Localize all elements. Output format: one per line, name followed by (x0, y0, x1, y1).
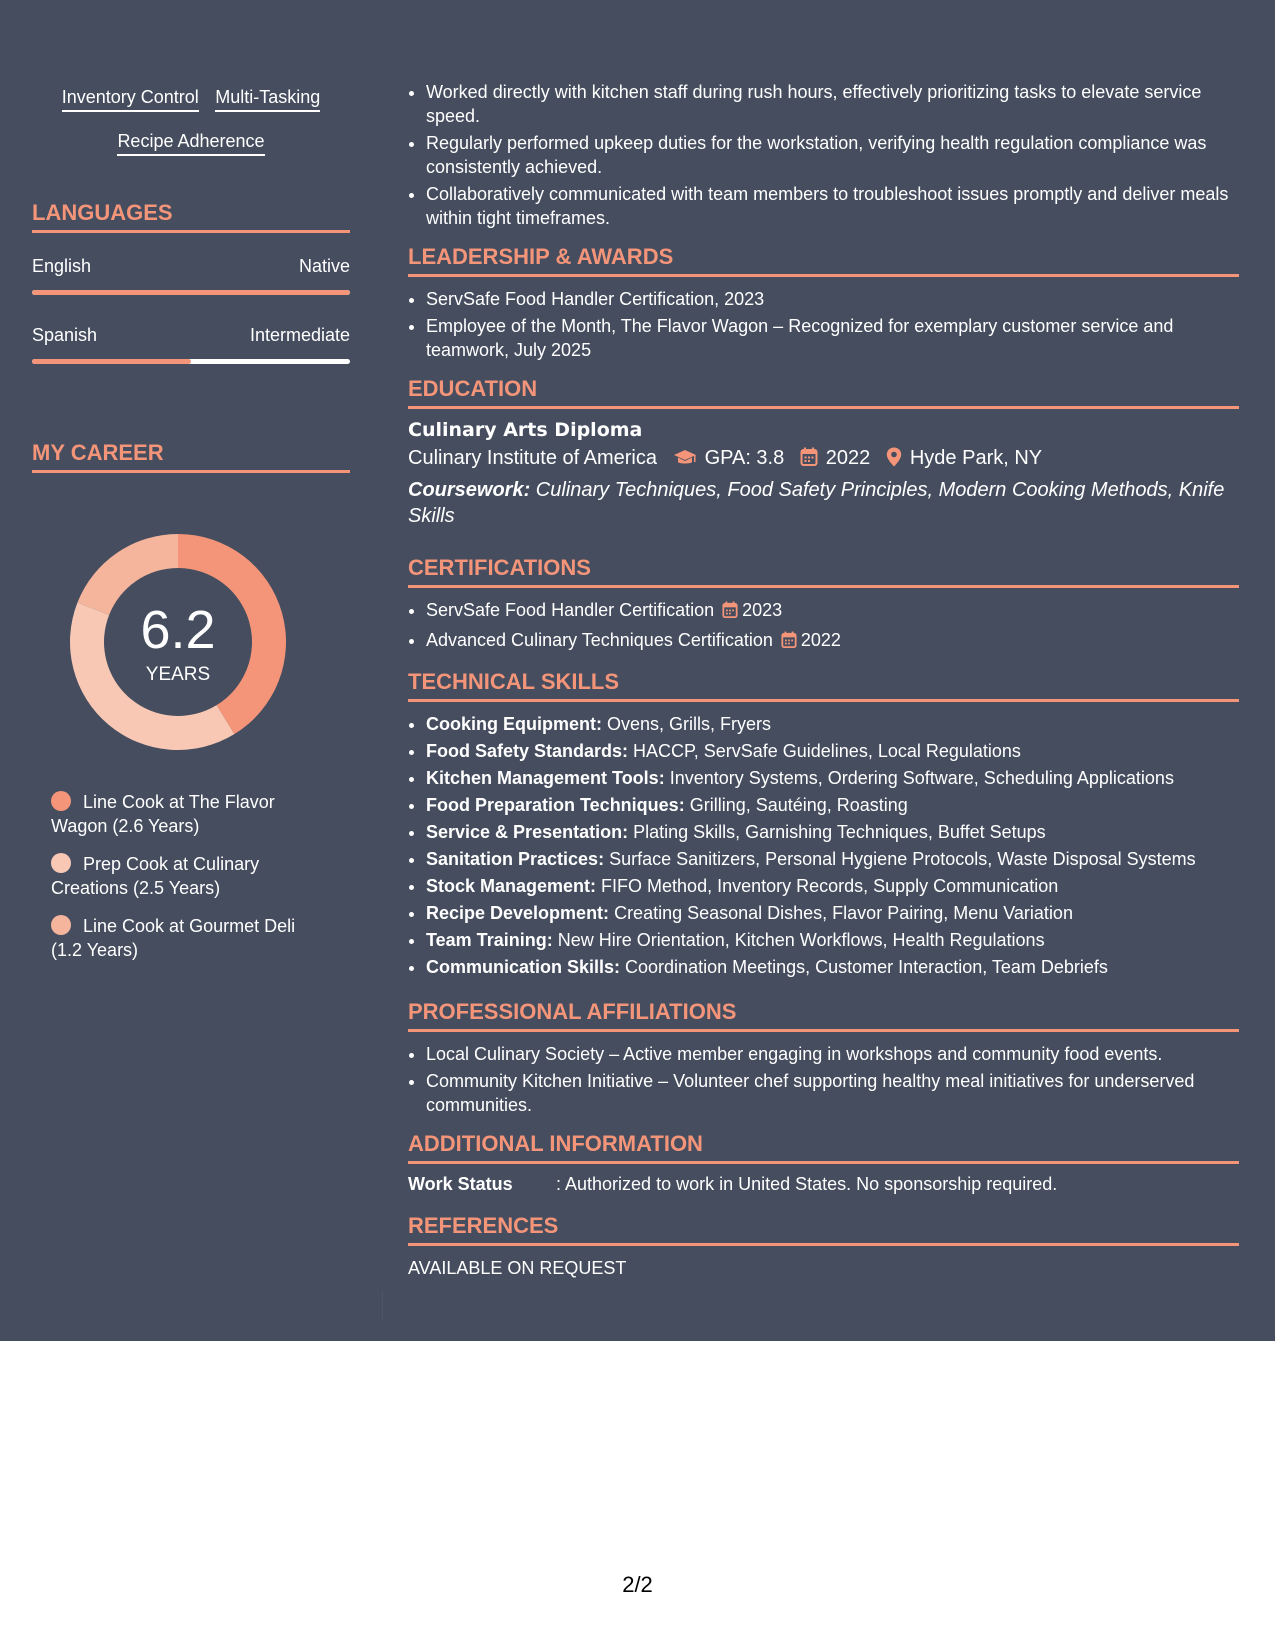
skill-label: Communication Skills: (426, 957, 621, 977)
certification-name: ServSafe Food Handler Certification (426, 600, 715, 620)
skill-value: Ovens, Grills, Fryers (601, 714, 771, 734)
certification-name: Advanced Culinary Techniques Certification (426, 630, 773, 650)
technical-skill-item (426, 766, 1239, 790)
career-legend (51, 790, 331, 976)
technical-skill-item (426, 739, 1239, 763)
skill-value: FIFO Method, Inventory Records, Supply Communication (596, 876, 1059, 896)
skill-label: Food Preparation Techniques: (426, 795, 685, 815)
skill-label: Cooking Equipment: (426, 714, 602, 734)
career-legend-item (51, 790, 331, 838)
skill-label: Kitchen Management Tools: (426, 768, 665, 788)
career-legend-item (51, 914, 331, 962)
experience-bullet: • Worked directly with kitchen staff during rush hours, effectively prioritizing tasks to elevate service speed. (426, 80, 1239, 128)
career-label: Prep Cook at Culinary Creations (2.5 Years) (51, 854, 260, 898)
affiliation-item: • Community Kitchen Initiative – Volunteer chef supporting healthy meal initiatives for underserved communities. (426, 1069, 1239, 1117)
skill-value: Grilling, Sautéing, Roasting (684, 795, 908, 815)
page-number: 2/2 (622, 1572, 653, 1597)
affiliation-item: • Local Culinary Society – Active member engaging in workshops and community food events. (426, 1042, 1239, 1066)
technical-skill-item (426, 793, 1239, 817)
education-degree: Culinary Arts Diploma (408, 419, 643, 441)
calendar-icon (781, 631, 797, 655)
right-column (408, 0, 1239, 1279)
skill-value: New Hire Orientation, Kitchen Workflows, Health Regulations (552, 930, 1045, 950)
language-level: Native (298, 256, 350, 276)
language-bar-fill (32, 359, 191, 364)
technical-skill-item (426, 955, 1239, 979)
affiliations-list (408, 1042, 1239, 1117)
technical-skill-item (426, 820, 1239, 844)
technical-skill-item (426, 901, 1239, 925)
affiliations-heading: PROFESSIONAL AFFILIATIONS (408, 999, 1239, 1032)
skill-value: Creating Seasonal Dishes, Flavor Pairing, Menu Variation (609, 903, 1073, 923)
skill-tag: Inventory Control (62, 86, 199, 112)
graduation-cap-icon (673, 449, 697, 473)
education-school: Culinary Institute of America (408, 447, 657, 469)
languages-heading: LANGUAGES (32, 200, 350, 233)
skill-value: HACCP, ServSafe Guidelines, Local Regulations (628, 741, 1021, 761)
leadership-heading: LEADERSHIP & AWARDS (408, 244, 1239, 277)
career-total-years: 6.2 (140, 600, 216, 660)
education-location: Hyde Park, NY (909, 447, 1043, 469)
language-bar (32, 290, 350, 295)
technical-skill-item (426, 847, 1239, 871)
calendar-icon (722, 601, 738, 625)
career-legend-item (51, 852, 331, 900)
skill-tag: Multi-Tasking (215, 86, 320, 112)
skill-label: Service & Presentation: (426, 822, 629, 842)
skill-value: Plating Skills, Garnishing Techniques, Buffet Setups (628, 822, 1046, 842)
technical-skill-item (426, 928, 1239, 952)
language-bar-fill (32, 290, 350, 295)
skill-label: Recipe Development: (426, 903, 610, 923)
work-status-value: : Authorized to work in United States. No sponsorship required. (556, 1174, 1058, 1194)
language-level: Intermediate (249, 325, 350, 345)
technical-skills-heading: TECHNICAL SKILLS (408, 669, 1239, 702)
career-heading: MY CAREER (32, 440, 350, 473)
skill-label: Food Safety Standards: (426, 741, 629, 761)
certification-year: 2022 (800, 630, 841, 650)
skill-tag: Recipe Adherence (117, 130, 264, 156)
skill-tags (32, 86, 350, 174)
work-status-label: Work Status (408, 1174, 513, 1194)
leadership-item: • Employee of the Month, The Flavor Wagon – Recognized for exemplary customer service and teamwork, July 2025 (426, 314, 1239, 362)
certification-item (426, 598, 1239, 625)
technical-skills-list (408, 712, 1239, 979)
map-pin-icon (886, 447, 902, 473)
language-name: Spanish (32, 325, 98, 345)
coursework-text: Culinary Techniques, Food Safety Principles, Modern Cooking Methods, Knife Skills (408, 479, 1225, 527)
education-gpa: GPA: 3.8 (704, 447, 785, 469)
career-label: Line Cook at Gourmet Deli (1.2 Years) (51, 916, 296, 960)
experience-bullet: • Collaboratively communicated with team members to troubleshoot issues promptly and deliver meals within tight timeframes. (426, 182, 1239, 230)
legend-dot (51, 915, 71, 935)
coursework-label: Coursework: (408, 479, 531, 501)
references-text: AVAILABLE ON REQUEST (408, 1258, 627, 1278)
leadership-item: • ServSafe Food Handler Certification, 2023 (426, 287, 1239, 311)
work-status-row (408, 1174, 1239, 1195)
technical-skill-item (426, 712, 1239, 736)
skill-label: Team Training: (426, 930, 553, 950)
certification-item (426, 628, 1239, 655)
technical-skill-item (426, 874, 1239, 898)
legend-dot (51, 791, 71, 811)
education-heading: EDUCATION (408, 376, 1239, 409)
leadership-list (408, 287, 1239, 362)
skill-label: Stock Management: (426, 876, 597, 896)
skill-value: Surface Sanitizers, Personal Hygiene Protocols, Waste Disposal Systems (604, 849, 1196, 869)
career-label: Line Cook at The Flavor Wagon (2.6 Years) (51, 792, 275, 836)
legend-dot (51, 853, 71, 873)
experience-bullets (408, 80, 1239, 230)
experience-bullet: • Regularly performed upkeep duties for the workstation, verifying health regulation compliance was consistently achieved. (426, 131, 1239, 179)
career-total-unit: YEARS (145, 664, 211, 685)
education-details (408, 447, 1239, 473)
skill-label: Sanitation Practices: (426, 849, 605, 869)
references-heading: REFERENCES (408, 1213, 1239, 1246)
skill-value: Coordination Meetings, Customer Interaction, Team Debriefs (620, 957, 1108, 977)
column-divider (382, 1290, 383, 1320)
certification-year: 2023 (742, 600, 783, 620)
language-bar (32, 359, 350, 364)
additional-info-heading: ADDITIONAL INFORMATION (408, 1131, 1239, 1164)
calendar-icon (800, 447, 818, 473)
education-coursework (408, 477, 1239, 529)
language-name: English (32, 256, 92, 276)
certifications-list (408, 598, 1239, 655)
education-year: 2022 (825, 447, 871, 469)
certifications-heading: CERTIFICATIONS (408, 555, 1239, 588)
skill-value: Inventory Systems, Ordering Software, Scheduling Applications (664, 768, 1174, 788)
